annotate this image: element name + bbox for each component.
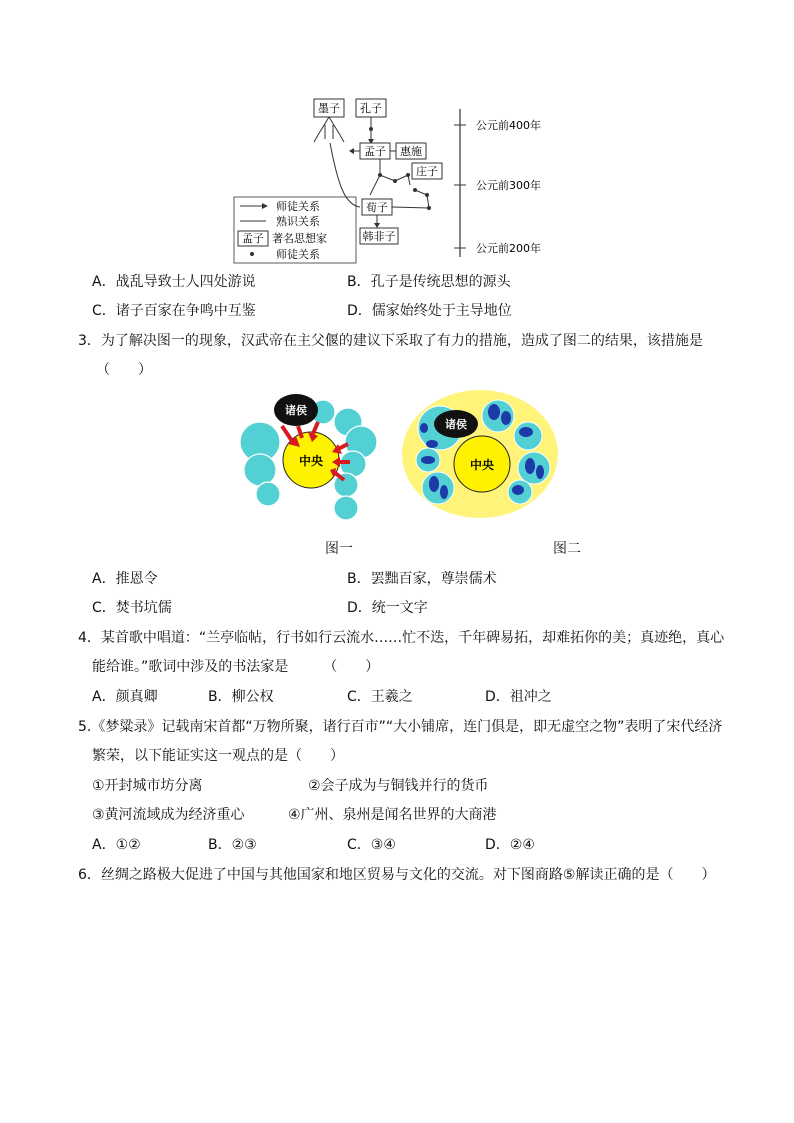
node-hanfeizi: 韩非子 xyxy=(362,230,396,243)
q4-stem-line1: 4．某首歌中唱道：“兰亭临帖，行书如行云流水……忙不迭，千年碑易拓，却难拓你的美；真迹绝，真心 xyxy=(78,630,725,646)
legend-arrow-label: 师徒关系 xyxy=(276,200,320,213)
q3-figure-1 xyxy=(238,392,378,522)
node-mengzi: 孟子 xyxy=(364,145,386,158)
q6-stem: 6．丝绸之路极大促进了中国与其他国家和地区贸易与文化的交流。对下图商路⑤解读正确的是（ ） xyxy=(78,867,716,883)
q3-figure-2 xyxy=(400,388,560,523)
q4-option-a[interactable]: A．颜真卿 xyxy=(92,689,158,705)
fig1-center-label: 中央 xyxy=(298,454,324,468)
q2-option-a[interactable]: A．战乱导致士人四处游说 xyxy=(92,274,256,290)
fig1-feudal-label: 诸侯 xyxy=(285,404,307,417)
q5-option-a[interactable]: A．①② xyxy=(92,837,141,853)
q3-stem: 3．为了解决图一的现象，汉武帝在主父偃的建议下采取了有力的措施，造成了图二的结果，该措施是 xyxy=(78,333,703,349)
q3-caption-1: 图一 xyxy=(325,541,353,557)
q4-option-c[interactable]: C．王羲之 xyxy=(347,689,413,705)
q3-paren: （ ） xyxy=(96,362,152,378)
q5-option-b[interactable]: B．②③ xyxy=(208,837,257,853)
q5-item-2: ②会子成为与铜钱并行的货币 xyxy=(308,778,489,794)
q3-option-b[interactable]: B．罢黜百家，尊崇儒术 xyxy=(347,571,497,587)
q3-caption-2: 图二 xyxy=(553,541,581,557)
fig2-feudal-label: 诸侯 xyxy=(445,418,467,431)
node-kongzi: 孔子 xyxy=(360,102,382,115)
q3-option-d[interactable]: D．统一文字 xyxy=(347,600,428,616)
q4-stem-line2: 能给谁。”歌词中涉及的书法家是 （ ） xyxy=(92,659,380,675)
legend-box-sample: 孟子 xyxy=(242,232,264,245)
q2-option-c[interactable]: C．诸子百家在争鸣中互鉴 xyxy=(92,303,256,319)
legend-dot-label: 师徒关系 xyxy=(276,248,320,261)
timeline-label-200: 公元前200年 xyxy=(476,242,541,255)
node-zhuangzi: 庄子 xyxy=(416,165,438,178)
q5-stem-line2: 繁荣，以下能证实这一观点的是（ ） xyxy=(92,748,344,764)
node-huishi: 惠施 xyxy=(400,145,422,158)
q3-option-a[interactable]: A．推恩令 xyxy=(92,571,158,587)
q4-option-b[interactable]: B．柳公权 xyxy=(208,689,274,705)
q5-item-3: ③黄河流域成为经济重心 xyxy=(92,807,245,823)
legend-box-label: 著名思想家 xyxy=(272,232,327,245)
q4-option-d[interactable]: D．祖冲之 xyxy=(485,689,552,705)
legend-line-label: 熟识关系 xyxy=(276,215,320,228)
q5-item-1: ①开封城市坊分离 xyxy=(92,778,203,794)
node-xunzi: 荀子 xyxy=(366,201,388,214)
q2-option-d[interactable]: D．儒家始终处于主导地位 xyxy=(347,303,512,319)
q5-stem-line1: 5.《梦粱录》记载南宋首都“万物所聚，诸行百市”“大小铺席，连门俱是，即无虚空之物”表明了宋代经济 xyxy=(78,719,723,735)
q2-option-b[interactable]: B．孔子是传统思想的源头 xyxy=(347,274,511,290)
timeline-label-300: 公元前300年 xyxy=(476,179,541,192)
timeline-label-400: 公元前400年 xyxy=(476,119,541,132)
q5-option-c[interactable]: C．③④ xyxy=(347,837,396,853)
node-mozi: 墨子 xyxy=(318,102,340,115)
fig2-center-label: 中央 xyxy=(469,458,495,472)
q5-option-d[interactable]: D．②④ xyxy=(485,837,535,853)
q5-item-4: ④广州、泉州是闻名世界的大商港 xyxy=(288,807,497,823)
thinkers-diagram xyxy=(230,95,560,265)
q3-option-c[interactable]: C．焚书坑儒 xyxy=(92,600,172,616)
